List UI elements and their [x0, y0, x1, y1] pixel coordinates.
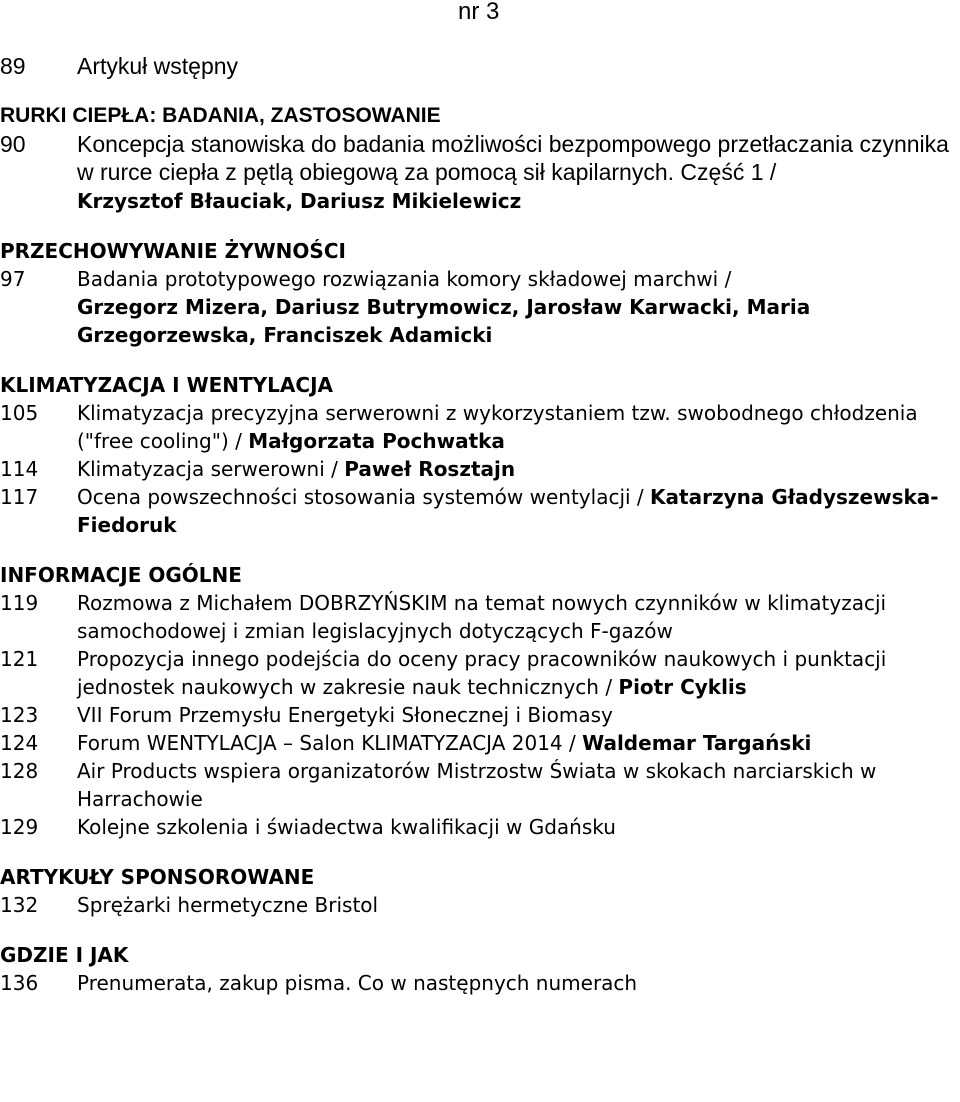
toc-entry — [0, 757, 958, 813]
entry-author: Piotr Cyklis — [618, 675, 747, 699]
toc-entry — [0, 969, 958, 997]
entry-author: Krzysztof Błauciak, Dariusz Mikielewicz — [77, 189, 522, 213]
entry-body — [77, 265, 958, 349]
entry-body — [77, 455, 958, 483]
table-of-contents — [0, 52, 958, 997]
entry-body — [77, 483, 958, 539]
toc-entry — [0, 891, 958, 919]
entry-title: Air Products wspiera organizatorów Mistrzostw Świata w skokach narciarskich w Harrachowie — [77, 759, 877, 811]
toc-entry — [0, 455, 958, 483]
entry-author: Grzegorz Mizera, Dariusz Butrymowicz, Jarosław Karwacki, Maria Grzegorzewska, Franciszek Adamicki — [77, 295, 811, 347]
section-heading-general-info: INFORMACJE OGÓLNE — [0, 563, 242, 587]
entry-author: Paweł Rosztajn — [344, 457, 516, 481]
entry-title: Propozycja innego podejścia do oceny pracy pracowników naukowych i punktacji jednostek naukowych w zakresie nauk technicznych / — [77, 647, 887, 699]
entry-title: Rozmowa z Michałem DOBRZYŃSKIM na temat nowych czynników w klimatyzacji samochodowej i zmian legislacyjnych dotyczących F-gazów — [77, 591, 887, 643]
page-number: 123 — [0, 703, 39, 727]
entry-title: Kolejne szkolenia i świadectwa kwalifikacji w Gdańsku — [77, 815, 616, 839]
entry-title: Ocena powszechności stosowania systemów wentylacji / — [77, 485, 644, 509]
entry-body — [77, 645, 958, 701]
toc-entry — [0, 701, 958, 729]
entry-body — [77, 130, 958, 215]
section-heading-where-how: GDZIE I JAK — [0, 943, 129, 967]
page-number: 124 — [0, 731, 39, 755]
entry-title: Sprężarki hermetyczne Bristol — [77, 893, 379, 917]
page-number: 136 — [0, 971, 39, 995]
toc-entry — [0, 589, 958, 645]
page-number: 132 — [0, 893, 39, 917]
toc-entry — [0, 265, 958, 349]
entry-title: Forum WENTYLACJA – Salon KLIMATYZACJA 2014 / — [77, 731, 576, 755]
page-number: 90 — [0, 131, 26, 157]
page-number: 129 — [0, 815, 39, 839]
section-heading-sponsored: ARTYKUŁY SPONSOROWANE — [0, 865, 315, 889]
toc-entry-intro — [0, 52, 958, 80]
issue-number: nr 3 — [458, 0, 500, 25]
toc-entry — [0, 130, 958, 215]
page-number: 89 — [0, 53, 26, 79]
entry-body — [77, 729, 958, 757]
toc-entry — [0, 399, 958, 455]
page-number: 97 — [0, 267, 26, 291]
toc-entry — [0, 729, 958, 757]
toc-entry — [0, 645, 958, 701]
entry-title: Klimatyzacja serwerowni / — [77, 457, 338, 481]
page-number: 119 — [0, 591, 39, 615]
entry-title: Badania prototypowego rozwiązania komory składowej marchwi / — [77, 267, 732, 291]
page-number: 105 — [0, 401, 39, 425]
entry-title: Koncepcja stanowiska do badania możliwości bezpompowego przetłaczania czynnika w rurce ciepła z pętlą obiegową za pomocą sił kapilarnych. Część 1 / — [77, 131, 949, 185]
entry-title: Prenumerata, zakup pisma. Co w następnych numerach — [77, 971, 638, 995]
toc-entry — [0, 813, 958, 841]
page-number: 117 — [0, 485, 39, 509]
toc-entry — [0, 483, 958, 539]
entry-title: VII Forum Przemysłu Energetyki Słonecznej i Biomasy — [77, 703, 613, 727]
page-number: 114 — [0, 457, 39, 481]
entry-author: Waldemar Targański — [582, 731, 812, 755]
section-heading-food-storage: PRZECHOWYWANIE ŻYWNOŚCI — [0, 239, 346, 263]
entry-author: Katarzyna Gładyszewska-Fiedoruk — [77, 485, 939, 537]
entry-author: Małgorzata Pochwatka — [248, 429, 505, 453]
page-number: 128 — [0, 759, 39, 783]
entry-title: Klimatyzacja precyzyjna serwerowni z wykorzystaniem tzw. swobodnego chłodzenia ("free cooling") / — [77, 401, 918, 453]
section-heading-hvac: KLIMATYZACJA I WENTYLACJA — [0, 373, 333, 397]
page-number: 121 — [0, 647, 39, 671]
section-heading-heat-pipes: RURKI CIEPŁA: BADANIA, ZASTOSOWANIE — [0, 104, 441, 127]
entry-body — [77, 399, 958, 455]
entry-title: Artykuł wstępny — [77, 53, 239, 79]
